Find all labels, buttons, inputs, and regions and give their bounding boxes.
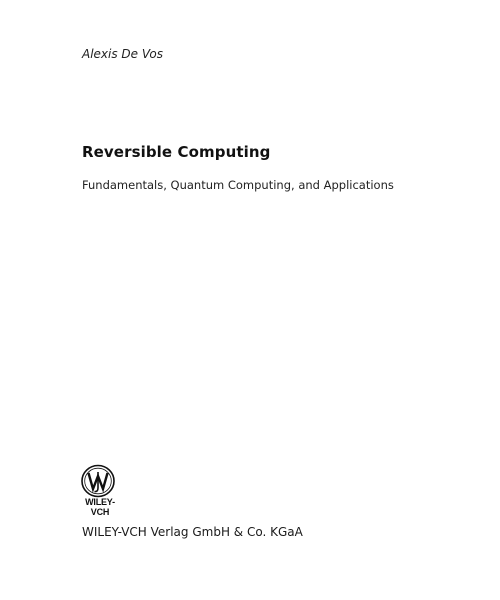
logo-line-2: VCH bbox=[90, 507, 110, 517]
book-subtitle: Fundamentals, Quantum Computing, and Applications bbox=[82, 178, 394, 192]
publisher-name: WILEY-VCH Verlag GmbH & Co. KGaA bbox=[82, 525, 303, 539]
publisher-logo bbox=[80, 464, 120, 520]
book-title: Reversible Computing bbox=[82, 143, 271, 161]
logo-line-1: WILEY- bbox=[85, 497, 115, 507]
wiley-vch-logo-icon bbox=[80, 464, 116, 498]
author-name: Alexis De Vos bbox=[82, 47, 163, 61]
logo-wordmark bbox=[80, 497, 120, 517]
